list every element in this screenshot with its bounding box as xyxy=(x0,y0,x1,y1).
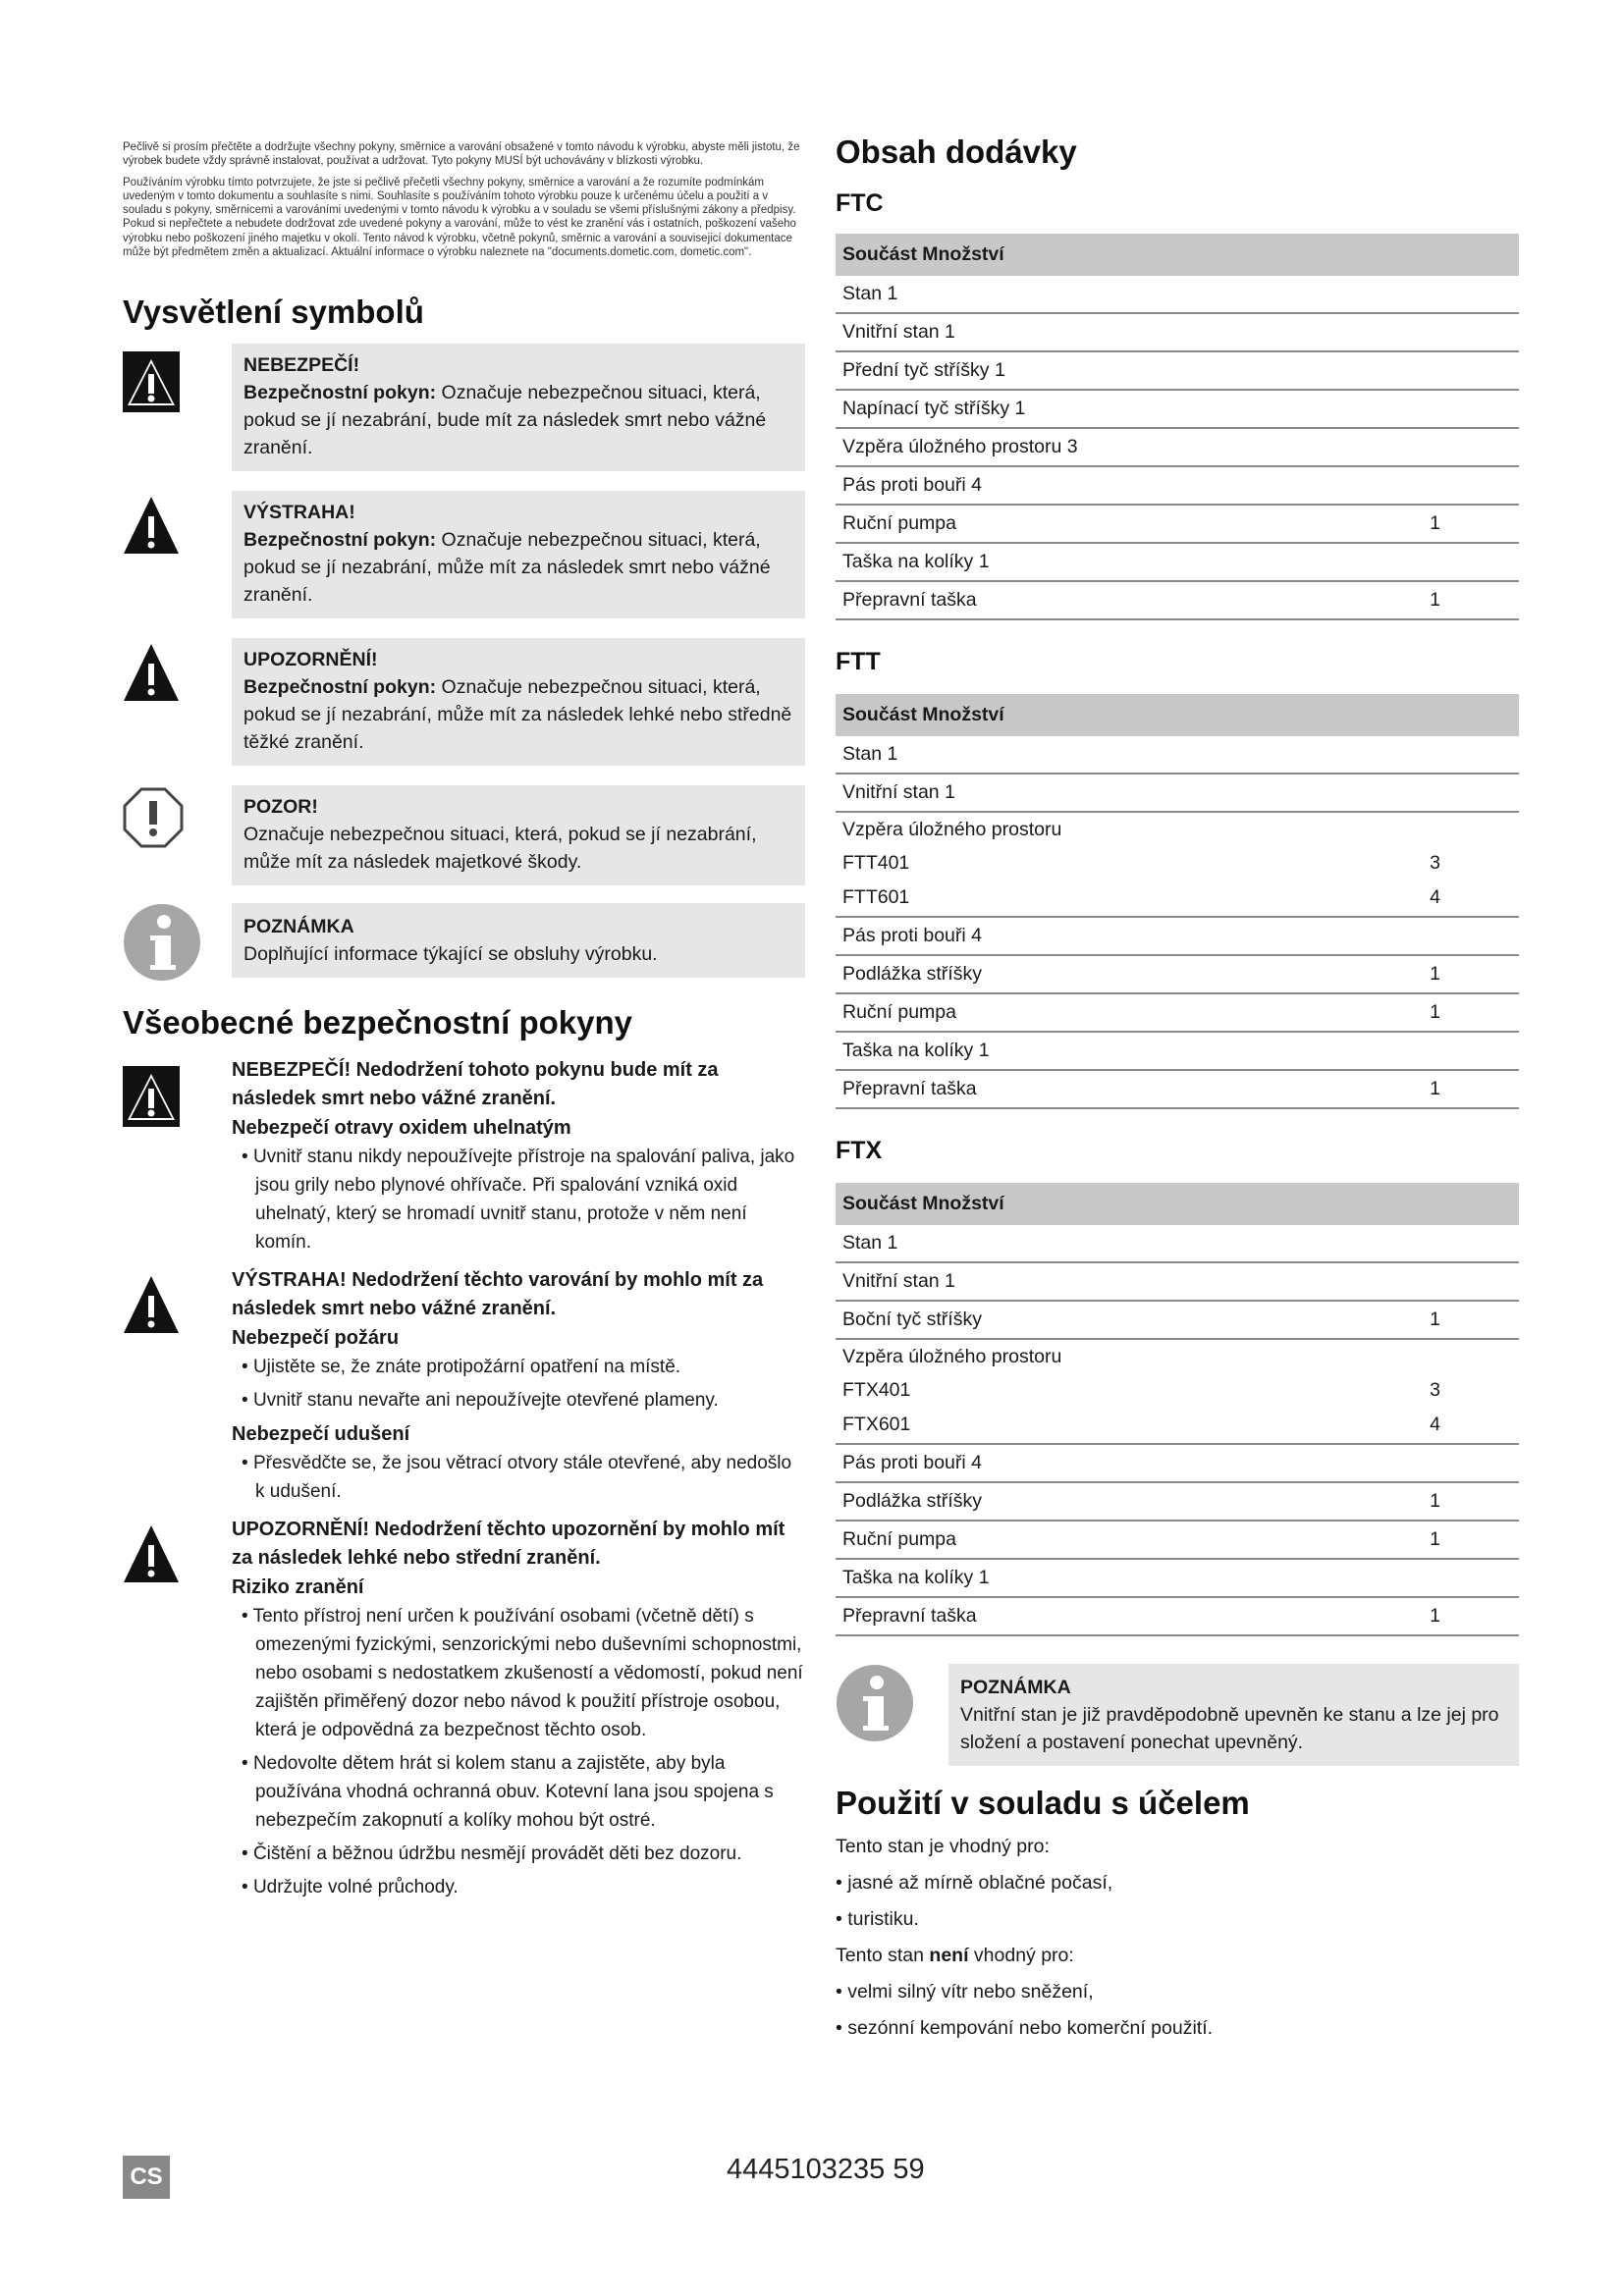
symbol-notice xyxy=(123,785,805,883)
part-name: Boční tyč stříšky xyxy=(836,1301,1375,1339)
table-row xyxy=(836,466,1519,505)
part-quantity: 4 xyxy=(1375,880,1519,917)
part-name: Pás proti bouři 4 xyxy=(836,466,1375,505)
part-quantity xyxy=(1375,774,1519,812)
part-quantity: 1 xyxy=(1375,581,1519,619)
part-name: Přepravní taška xyxy=(836,1597,1375,1635)
symbol-warning-title: VÝSTRAHA! xyxy=(244,502,355,524)
part-name: Vnitřní stan 1 xyxy=(836,1262,1375,1301)
part-quantity xyxy=(1375,390,1519,428)
table-row xyxy=(836,993,1519,1032)
table-row xyxy=(836,1482,1519,1521)
part-name: Přední tyč stříšky 1 xyxy=(836,351,1375,390)
ftx-table xyxy=(836,1183,1519,1636)
contents-heading: Obsah dodávky xyxy=(836,133,1077,170)
left-column xyxy=(123,140,805,1911)
table-row xyxy=(836,1521,1519,1559)
table-row xyxy=(836,505,1519,543)
symbol-caution-box xyxy=(232,638,805,766)
table-row xyxy=(836,812,1519,846)
part-name: Pás proti bouři 4 xyxy=(836,1444,1375,1482)
safety-caution-sub: Riziko zranění xyxy=(232,1576,364,1599)
part-name: Vnitřní stan 1 xyxy=(836,774,1375,812)
table-row xyxy=(836,1225,1519,1262)
table-row xyxy=(836,917,1519,955)
symbol-caution xyxy=(123,638,805,764)
symbols-heading: Vysvětlení symbolů xyxy=(123,294,424,331)
symbol-note xyxy=(123,903,805,974)
intro-paragraph-1: Pečlivě si prosím přečtěte a dodržujte všechny pokyny, směrnice a varování obsažené v tomto návodu k výrobku, abyste měli jistotu, že výrobek budete vždy správně instalovat, používat a udržovat. Tyto pokyny MUSÍ být uchovávány v blízkosti výrobku. xyxy=(123,141,800,168)
part-name: Stan 1 xyxy=(836,1225,1375,1262)
part-quantity xyxy=(1375,1262,1519,1301)
safety-warning-list-fire xyxy=(232,1353,805,1415)
language-badge: CS xyxy=(123,2156,170,2199)
part-name: Taška na kolíky 1 xyxy=(836,1032,1375,1070)
part-quantity: 1 xyxy=(1375,1070,1519,1108)
symbol-danger-label: Bezpečnostní pokyn: xyxy=(244,382,437,404)
part-quantity xyxy=(1375,917,1519,955)
table-row xyxy=(836,543,1519,581)
part-name: Ruční pumpa xyxy=(836,993,1375,1032)
part-quantity: 1 xyxy=(1375,1597,1519,1635)
part-quantity xyxy=(1375,313,1519,351)
list-item: • Uvnitř stanu nevařte ani nepoužívejte otevřené plameny. xyxy=(242,1390,719,1412)
part-quantity xyxy=(1375,1225,1519,1262)
part-name: FTX601 xyxy=(836,1407,1375,1444)
symbol-danger-box xyxy=(232,344,805,471)
list-item: • turistiku. xyxy=(836,1908,919,1930)
part-quantity: 3 xyxy=(1430,851,1440,874)
list-item: • Nedovolte dětem hrát si kolem stanu a zajistěte, aby byla používána vhodná ochranná obuv. Kotevní lana jsou spojena s nebezpečím zakopnutí a kolíky mohou být ostré. xyxy=(242,1753,774,1832)
intro-paragraph-2: Používáním výrobku tímto potvrzujete, že jste si pečlivě přečetli všechny pokyny, směrnice a varování a že rozumíte podmínkám uvedeným v tomto dokumentu a souhlasíte s nimi. Souhlasíte s používáním tohoto výrobku pouze k určenému účelu a použití a v souladu s pokyny, směrnicemi a varováními uvedenými v tomto návodu k výrobku a v souladu se všemi příslušnými zákony a předpisy. Pokud si nepřečtete a nebudete dodržovat zde uvedené pokyny a varování, může to vést ke zranění vás i ostatních, poškození vašeho výrobku nebo poškození jiného majetku v okolí. Tento návod k výrobku, včetně pokynů, směrnic a varování a souvisejicí dokumentace může být předmětem změn a aktualizací. Aktuální informace o výrobku naleznete na "documents.dometic.com, dometic.com". xyxy=(123,176,796,259)
table-header: Součást Množství xyxy=(836,234,1519,276)
caution-icon xyxy=(123,642,180,703)
danger-icon xyxy=(123,1066,180,1127)
part-quantity xyxy=(1375,1339,1519,1373)
safety-heading: Všeobecné bezpečnostní pokyny xyxy=(123,1004,632,1041)
use-unsuitable-list xyxy=(836,1974,1519,2047)
part-quantity xyxy=(1375,1444,1519,1482)
symbol-danger xyxy=(123,344,805,463)
part-name: Vzpěra úložného prostoru xyxy=(842,818,1062,840)
caution-icon xyxy=(123,1523,180,1584)
part-quantity: 3 xyxy=(1430,1378,1440,1401)
part-name: Podlážka stříšky xyxy=(836,1482,1375,1521)
table-row xyxy=(836,736,1519,774)
ftt-table xyxy=(836,694,1519,1109)
table-header: Součást Množství xyxy=(836,1183,1519,1225)
list-item: • Uvnitř stanu nikdy nepoužívejte přístroje na spalování paliva, jako jsou grily nebo plynové ohřívače. Při spalování vzniká oxid uhelnatý, který se hromadí uvnitř stanu, protože v něm není komín. xyxy=(242,1147,795,1254)
part-name: Vzpěra úložného prostoru xyxy=(842,1345,1062,1367)
table-row xyxy=(836,846,1519,880)
part-name: Taška na kolíky 1 xyxy=(836,1559,1375,1597)
warning-icon xyxy=(123,495,180,556)
table-row xyxy=(836,313,1519,351)
list-item: • sezónní kempování nebo komerční použití. xyxy=(836,2017,1214,2039)
safety-warning-sub-fire: Nebezpečí požáru xyxy=(232,1327,400,1350)
symbol-caution-title: UPOZORNĚNÍ! xyxy=(244,649,378,671)
part-name: FTT601 xyxy=(836,880,1375,917)
ftx-title: FTX xyxy=(836,1137,883,1164)
notice-icon xyxy=(123,787,184,848)
part-quantity xyxy=(1375,543,1519,581)
part-name: Přepravní taška xyxy=(836,1070,1375,1108)
part-quantity: 1 xyxy=(1375,1482,1519,1521)
table-row xyxy=(836,1373,1519,1407)
safety-danger-head: NEBEZPEČÍ! Nedodržení tohoto pokynu bude mít za následek smrt nebo vážné zranění. xyxy=(232,1059,719,1110)
part-name: Vzpěra úložného prostoru 3 xyxy=(836,428,1375,466)
warning-icon xyxy=(123,1274,180,1335)
part-quantity xyxy=(1375,1559,1519,1597)
part-quantity: 1 xyxy=(1375,993,1519,1032)
symbol-danger-title: NEBEZPEČÍ! xyxy=(244,354,360,377)
part-name: Stan 1 xyxy=(836,736,1375,774)
list-item: • Čištění a běžnou údržbu nesmějí provádět děti bez dozoru. xyxy=(242,1843,742,1865)
part-quantity: 1 xyxy=(1375,505,1519,543)
danger-icon xyxy=(123,351,180,412)
part-quantity xyxy=(1375,1032,1519,1070)
info-icon xyxy=(836,1664,914,1742)
part-name: Taška na kolíky 1 xyxy=(836,543,1375,581)
use-unsuitable: Tento stan není vhodný pro: xyxy=(836,1945,1074,1966)
part-quantity: 4 xyxy=(1375,1407,1519,1444)
part-name: Ruční pumpa xyxy=(836,505,1375,543)
part-quantity xyxy=(1375,812,1519,846)
table-row xyxy=(836,880,1519,917)
ftc-title: FTC xyxy=(836,189,884,217)
table-row xyxy=(836,1301,1519,1339)
symbol-note-text: Doplňující informace týkající se obsluhy výrobku. xyxy=(244,943,658,966)
table-row xyxy=(836,1597,1519,1635)
table-row xyxy=(836,774,1519,812)
symbol-warning-box xyxy=(232,491,805,618)
intro xyxy=(123,140,805,259)
safety-danger-sub: Nebezpečí otravy oxidem uhelnatým xyxy=(232,1117,571,1140)
list-item: • Ujistěte se, že znáte protipožární opatření na místě. xyxy=(242,1357,681,1378)
contents-note-text: Vnitřní stan je již pravděpodobně upevněn ke stanu a lze jej pro složení a postavení ponechat upevněný. xyxy=(960,1704,1499,1753)
symbol-notice-title: POZOR! xyxy=(244,796,318,819)
table-row xyxy=(836,351,1519,390)
table-row xyxy=(836,1339,1519,1373)
table-row xyxy=(836,428,1519,466)
contents-note xyxy=(836,1664,1519,1762)
list-item: • Přesvědčte se, že jsou větrací otvory stále otevřené, aby nedošlo k udušení. xyxy=(242,1453,792,1503)
symbol-caution-label: Bezpečnostní pokyn: xyxy=(244,676,437,699)
symbol-note-title: POZNÁMKA xyxy=(244,916,354,938)
list-item: • jasné až mírně oblačné počasí, xyxy=(836,1872,1113,1894)
ftc-table xyxy=(836,234,1519,620)
contents-note-title: POZNÁMKA xyxy=(960,1677,1071,1698)
safety-danger-list xyxy=(232,1143,805,1256)
ftt-title: FTT xyxy=(836,648,881,675)
use-suitable-list xyxy=(836,1865,1519,1938)
part-name: Podlážka stříšky xyxy=(836,955,1375,993)
table-row xyxy=(836,390,1519,428)
safety-caution xyxy=(123,1516,805,1901)
info-icon xyxy=(123,903,201,982)
part-name: FTT401 xyxy=(842,851,910,874)
symbol-danger-text: Označuje nebezpečnou situaci, která, pokud se jí nezabrání, bude mít za následek smrt nebo vážné zranění. xyxy=(244,382,767,459)
part-name: Vnitřní stan 1 xyxy=(836,313,1375,351)
safety-warning-head: VÝSTRAHA! Nedodržení těchto varování by mohlo mít za následek smrt nebo vážné zranění. xyxy=(232,1269,764,1320)
list-item: • velmi silný vítr nebo sněžení, xyxy=(836,1981,1094,2002)
table-row xyxy=(836,1262,1519,1301)
safety-caution-list xyxy=(232,1602,805,1901)
table-row xyxy=(836,1559,1519,1597)
part-quantity xyxy=(1375,736,1519,774)
table-row xyxy=(836,955,1519,993)
part-quantity: 1 xyxy=(1375,955,1519,993)
contents-note-box xyxy=(948,1664,1519,1766)
part-quantity xyxy=(1375,428,1519,466)
use-suitable: Tento stan je vhodný pro: xyxy=(836,1836,1050,1857)
list-item: • Udržujte volné průchody. xyxy=(242,1877,459,1898)
symbol-notice-text: Označuje nebezpečnou situaci, která, pokud se jí nezabrání, může mít za následek majetkové škody. xyxy=(244,824,757,874)
symbol-warning xyxy=(123,491,805,614)
part-name: Ruční pumpa xyxy=(836,1521,1375,1559)
safety-warning xyxy=(123,1266,805,1506)
part-name: Pás proti bouři 4 xyxy=(836,917,1375,955)
use-section xyxy=(836,1829,1519,2047)
part-quantity: 1 xyxy=(1375,1521,1519,1559)
table-row xyxy=(836,1070,1519,1108)
part-quantity: 1 xyxy=(1375,1301,1519,1339)
right-column xyxy=(836,133,1519,2047)
table-header: Součást Množství xyxy=(836,694,1519,736)
part-name: Přepravní taška xyxy=(836,581,1375,619)
symbol-notice-box xyxy=(232,785,805,885)
symbol-warning-text: Označuje nebezpečnou situaci, která, pokud se jí nezabrání, může mít za následek smrt nebo vážné zranění. xyxy=(244,529,771,607)
table-row xyxy=(836,581,1519,619)
symbol-note-box xyxy=(232,903,805,978)
safety-warning-sub-suffocation: Nebezpečí udušení xyxy=(232,1423,410,1446)
part-name: FTX401 xyxy=(842,1378,911,1401)
safety-caution-head: UPOZORNĚNÍ! Nedodržení těchto upozornění by mohlo mít za následek lehké nebo střední zranění. xyxy=(232,1519,785,1570)
part-quantity xyxy=(1375,466,1519,505)
table-row xyxy=(836,1407,1519,1444)
symbol-warning-label: Bezpečnostní pokyn: xyxy=(244,529,437,552)
use-heading: Použití v souladu s účelem xyxy=(836,1785,1250,1821)
page-number: 4445103235 59 xyxy=(727,2154,925,2185)
list-item: • Tento přístroj není určen k používání osobami (včetně dětí) s omezenými fyzickými, senzorickými nebo duševními schopnostmi, nebo osobami s nedostatkem zkušeností a vědomostí, pokud není zajištěn přiměřený dozor nebo návod k použití přístroje osobou, která je odpovědná za bezpečnost těchto osob. xyxy=(242,1606,803,1741)
part-name: Stan 1 xyxy=(836,276,1375,313)
part-quantity xyxy=(1375,276,1519,313)
symbol-caution-text: Označuje nebezpečnou situaci, která, pokud se jí nezabrání, může mít za následek lehké nebo středně těžké zranění. xyxy=(244,676,792,754)
safety-warning-list-suffocation xyxy=(232,1449,805,1506)
table-row xyxy=(836,1444,1519,1482)
table-row xyxy=(836,1032,1519,1070)
part-quantity xyxy=(1375,351,1519,390)
table-row xyxy=(836,276,1519,313)
safety-danger xyxy=(123,1056,805,1256)
part-name: Napínací tyč stříšky 1 xyxy=(836,390,1375,428)
